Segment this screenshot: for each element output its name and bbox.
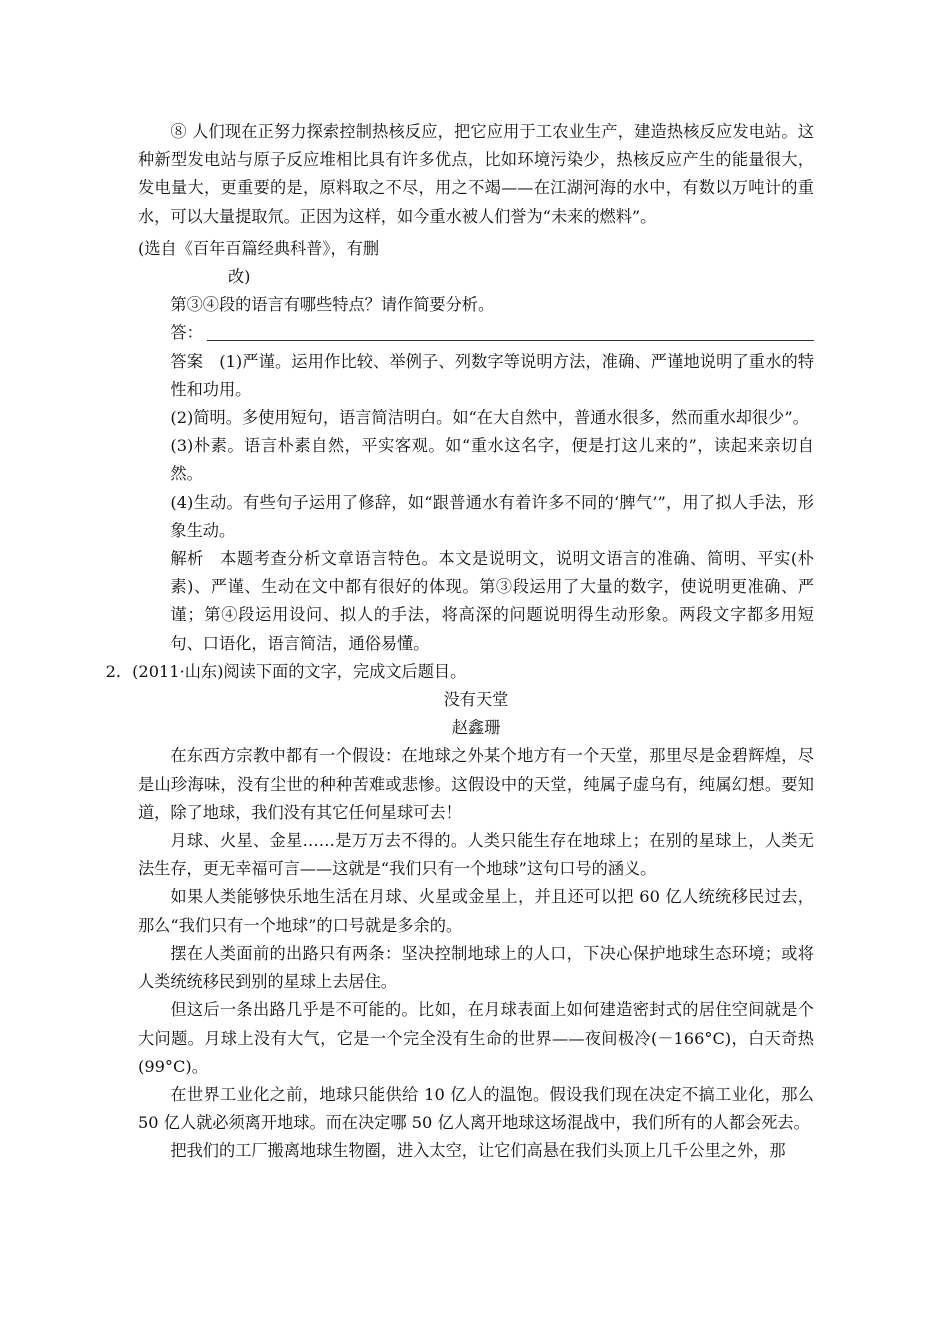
answer-item-2: (2)简明。多使用短句，语言简洁明白。如“在大自然中，普通水很多，然而重水却很少”。 bbox=[170, 408, 809, 428]
analysis-text: 本题考查分析文章语言特色。本文是说明文，说明文语言的准确、简明、平实(朴素)、严谨、生动在文中都有很好的体现。第③段运用了大量的数字，使说明更准确、严谨；第④段运用设问、拟人的手法，将高深的问题说明得生动形象。两段文字都多用短句、口语化，语言简洁，通俗易懂。 bbox=[170, 549, 814, 653]
passage-paragraph-8: ⑧ 人们现在正努力探索控制热核反应，把它应用于工农业生产，建造热核反应发电站。这种新型发电站与原子反应堆相比具有许多优点，比如环境污染少，热核反应产生的能量很大，发电量大，更重要的是，原料取之不尽，用之不竭——在江湖河海的水中，有数以万吨计的重水，可以大量提取氘。正因为这样，如今重水被人们誉为“未来的燃料”。 bbox=[138, 122, 814, 226]
article-title: 没有天堂 bbox=[443, 690, 509, 710]
analysis-block bbox=[138, 545, 814, 658]
answer-item-4: (4)生动。有些句子运用了修辞，如“跟普通水有着许多不同的‘脾气’”，用了拟人手法，形象生动。 bbox=[170, 492, 814, 540]
question-prompt: 第③④段的语言有哪些特点？请作简要分析。 bbox=[170, 295, 495, 315]
article-paragraph: 把我们的工厂搬离地球生物圈，进入太空，让它们高悬在我们头顶上几千公里之外，那 bbox=[170, 1141, 786, 1161]
article-paragraph: 但这后一条出路几乎是不可能的。比如，在月球表面上如何建造密封式的居住空间就是个大问题。月球上没有大气，它是一个完全没有生命的世界——夜间极冷(－166°C)，白天奇热(99°C)。 bbox=[138, 1000, 814, 1076]
article-paragraph: 在世界工业化之前，地球只能供给 10 亿人的温饱。假设我们现在决定不搞工业化，那么 50 亿人就必须离开地球。而在决定哪 50 亿人离开地球这场混战中，我们所有的人都会死去。 bbox=[138, 1084, 814, 1133]
answer-tag: 答案 bbox=[170, 351, 204, 371]
document-page bbox=[105, 118, 815, 1166]
analysis-tag: 解析 bbox=[170, 549, 204, 569]
answer-item-1 bbox=[138, 348, 814, 404]
article-paragraph: 如果人类能够快乐地生活在月球、火星或金星上，并且还可以把 60 亿人统统移民过去，那么“我们只有一个地球”的口号就是多余的。 bbox=[138, 887, 814, 935]
answer-underline bbox=[207, 339, 814, 341]
article-author: 赵鑫珊 bbox=[451, 718, 501, 738]
article-paragraph: 在东西方宗教中都有一个假设：在地球之外某个地方有一个天堂，那里尽是金碧辉煌，尽是山珍海味，没有尘世的种种苦难或悲惨。这假设中的天堂，纯属子虚乌有，纯属幻想。要知道，除了地球，我们没有其它任何星球可去！ bbox=[138, 746, 814, 822]
answer-blank bbox=[138, 319, 814, 347]
source-citation-continued: 改) bbox=[228, 267, 251, 287]
answer-item-3: (3)朴素。语言朴素自然，平实客观。如“重水这名字，便是打这儿来的”，读起来亲切自然。 bbox=[170, 436, 814, 484]
answer-item-1-text: (1)严谨。运用作比较、举例子、列数字等说明方法，准确、严谨地说明了重水的特性和功用。 bbox=[170, 351, 815, 399]
answer-label: 答： bbox=[170, 323, 203, 343]
article-paragraph: 月球、火星、金星……是万万去不得的。人类只能生存在地球上；在别的星球上，人类无法生存，更无幸福可言——这就是“我们只有一个地球”这句口号的涵义。 bbox=[138, 831, 814, 879]
source-citation: (选自《百年百篇经典科普》，有删 bbox=[138, 238, 380, 258]
question-2-heading: 2．(2011·山东)阅读下面的文字，完成文后题目。 bbox=[105, 661, 467, 681]
article-paragraph: 摆在人类面前的出路只有两条：坚决控制地球上的人口，下决心保护地球生态环境；或将人类统统移民到别的星球上去居住。 bbox=[138, 943, 814, 992]
